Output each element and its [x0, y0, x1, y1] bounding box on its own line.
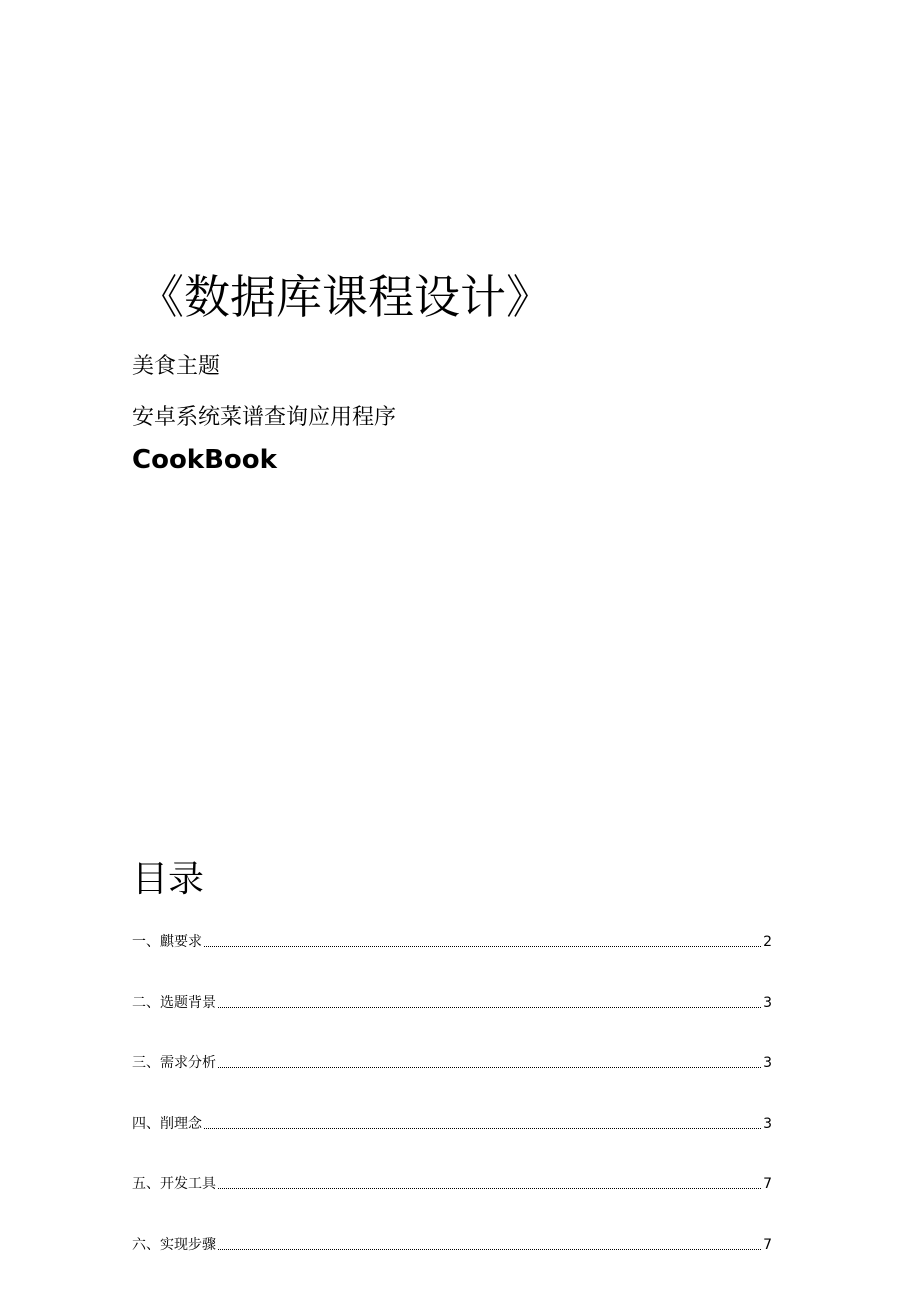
- table-of-contents: [132, 932, 772, 1296]
- toc-leader-dots: [204, 946, 761, 947]
- toc-entry-page: 3: [763, 1055, 772, 1072]
- toc-entry[interactable]: [132, 932, 772, 952]
- toc-entry-label: 四、削理念: [132, 1115, 202, 1132]
- toc-entry-label: 一、麒要求: [132, 934, 202, 950]
- theme-subtitle: 美食主题: [132, 354, 221, 379]
- toc-entry-page: 3: [763, 994, 772, 1011]
- toc-entry[interactable]: [132, 1174, 772, 1194]
- toc-entry-label: 三、需求分析: [132, 1055, 216, 1072]
- document-title: 《数据库课程设计》: [138, 270, 552, 324]
- toc-entry-page: 7: [763, 1176, 772, 1193]
- toc-entry-page: 7: [763, 1236, 772, 1253]
- toc-entry-page: 3: [763, 1115, 772, 1132]
- toc-leader-dots: [218, 1188, 761, 1189]
- app-name: CookBook: [132, 445, 277, 475]
- toc-entry-label: 二、选题背景: [132, 994, 216, 1011]
- toc-entry-label: 五、开发工具: [132, 1176, 216, 1193]
- toc-entry-page: 2: [763, 934, 772, 950]
- toc-leader-dots: [204, 1128, 761, 1129]
- toc-heading: 目录: [132, 859, 205, 900]
- toc-entry-label: 六、实现步骤: [132, 1236, 216, 1253]
- toc-entry[interactable]: [132, 1053, 772, 1073]
- toc-entry[interactable]: [132, 1114, 772, 1134]
- toc-entry[interactable]: [132, 1235, 772, 1255]
- toc-leader-dots: [218, 1067, 761, 1068]
- toc-leader-dots: [218, 1249, 761, 1250]
- app-description: 安卓系统菜谱查询应用程序: [132, 405, 397, 430]
- toc-leader-dots: [218, 1007, 761, 1008]
- toc-entry[interactable]: [132, 993, 772, 1013]
